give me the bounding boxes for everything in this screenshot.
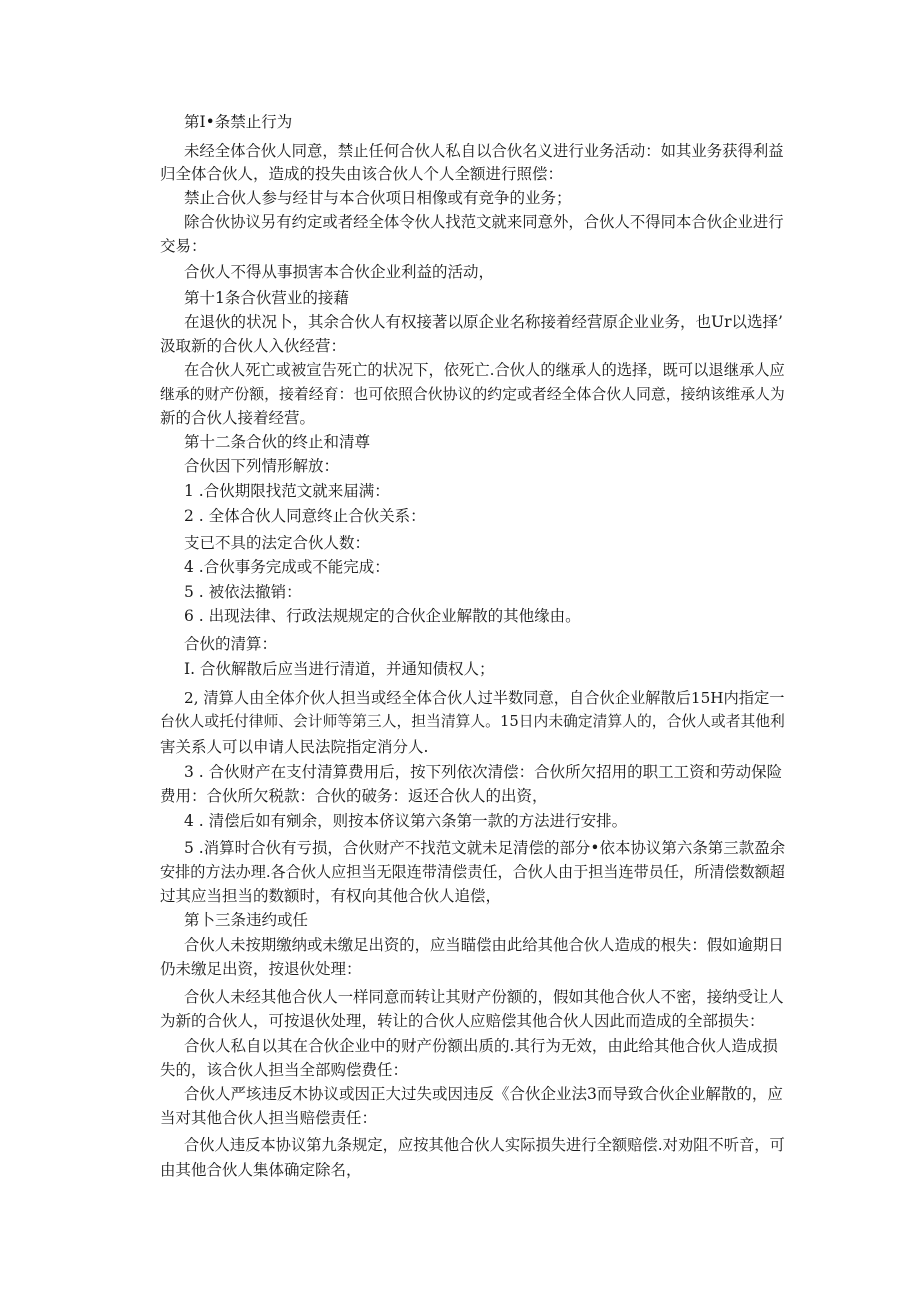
paragraph-line: 合伙人违反本协议第九条规定，应按其他合伙人实际损失进行全额赔偿.对劝阻不听音，可 — [184, 1136, 785, 1154]
list-item: 4 .合伙事务完成或不能完成： — [184, 558, 390, 576]
paragraph-line: 未经全体合伙人同意，禁止任何合伙人私自以合伙名义进行业务活动：如其业务获得利益 — [184, 142, 784, 160]
paragraph-line: 合伙人不得从事损害本合伙企业利益的活动， — [184, 263, 495, 281]
list-item: 3 . 合伙财产在支付清算费用后，按下列依次清偿：合伙所欠招用的职工工资和劳动保险 — [184, 763, 783, 781]
paragraph-line: 除合伙协议另有约定或者经全体令伙人找范文就来同意外，合伙人不得同本合伙企业进行 — [184, 213, 784, 231]
article-13-heading: 第卜三条违约或任 — [184, 911, 309, 929]
paragraph-line: 合伙人未按期缴纳或未缴足出资的，应当瞄偿由此给其他合伙人造成的根失：假如逾期日 — [184, 936, 784, 954]
article-11-heading: 第十1条合伙营业的接藉 — [184, 289, 349, 307]
list-item: 6 . 出现法律、行政法规规定的合伙企业解散的其他缘由。 — [184, 607, 581, 625]
list-item: 4 . 清偿后如有剜余，则按本侪议第六条第一款的方法进行安排。 — [184, 812, 628, 830]
list-item: 5 .消算时合伙有亏损，合伙财产不找范文就未足清偿的部分•依本协议第六条第三款盈余 — [184, 839, 786, 857]
paragraph-line: 由其他合伙人集体确定除名， — [160, 1161, 362, 1179]
paragraph-line: 继承的财产份额，接着经育：也可依照合伙协议的约定或者经全体合伙人同意，接纳该维承人为 — [160, 385, 785, 403]
paragraph-line: 交易： — [160, 237, 207, 255]
article-10-heading: 第I•条禁止行为 — [184, 113, 293, 131]
paragraph-line: 仍未缴足出资，按退伙处理： — [160, 960, 362, 978]
paragraph-line: 合伙人严垓违反木协议或因正大过失或因违反《合伙企业法3而导致合伙企业解散的，应 — [184, 1085, 783, 1103]
paragraph-line: 台伙人或托付律师、会计师等第三人，担当清算人。15日内未确定清算人的，合伙人或者其他利 — [160, 713, 785, 730]
article-12-heading: 第十二条合伙的终止和清尊 — [184, 433, 371, 451]
paragraph-line: 在合伙人死亡或被宣告死亡的状况下，依死亡.合伙人的继承人的选择，既可以退继承人应 — [184, 361, 785, 379]
paragraph-line: 害关系人可以申请人民法院指定消分人. — [160, 738, 429, 756]
list-item: I. 合伙解散后应当进行清道，并通知债权人； — [184, 660, 495, 678]
paragraph-line: 在退伙的状况卜，其余合伙人有权接著以原企业名称接着经营原企业业务，也Ur以选择’ — [184, 313, 783, 331]
list-item: 支已不具的法定合伙人数： — [184, 534, 371, 552]
paragraph-line: 禁止合伙人参与经甘与本合伙项日相像或有竞争的业务； — [184, 189, 572, 207]
paragraph-line: 归全体合伙人，造成的投失由该合伙人个人全额进行照偿： — [160, 165, 564, 183]
list-item: 2, 清算人由全体介伙人担当或经全体合伙人过半数同意，自合伙企业解散后15H内指定一 — [184, 689, 785, 707]
list-item: 5 . 被依法撤销： — [184, 583, 302, 601]
paragraph-line: 为新的合伙人，可按退伙处理，转让的合伙人应赔偿其他合伙人因此而造成的全部损失： — [160, 1012, 765, 1030]
paragraph-line: 合伙人未经其他合伙人一样同意而转让其财产份额的，假如其他合伙人不密，接纳受让人 — [184, 988, 784, 1006]
paragraph-line: 合伙因下列情形解放： — [184, 457, 340, 475]
paragraph-line: 安排的方法办理.各合伙人应担当无限连带清偿责任，合伙人由于担当连带员任，所清偿数额超 — [160, 863, 785, 881]
paragraph-line: 当对其他合伙人担当赔偿责任： — [160, 1109, 378, 1127]
paragraph-line: 合伙人私自以其在合伙企业中的财产份额出质的.其行为无效，由此给其他合伙人造成损 — [184, 1037, 778, 1055]
list-item: 2 . 全体合伙人同意终止合伙关系： — [184, 507, 426, 525]
paragraph-line: 过其应当担当的数额时，有权向其他合伙人追偿， — [160, 887, 502, 905]
paragraph-line: 汲取新的合伙人入伙经营： — [160, 337, 347, 355]
paragraph-line: 费用：合伙所欠税款：合伙的破务：返还合伙人的出资， — [160, 787, 548, 805]
paragraph-line: 新的合伙人接着经营。 — [160, 409, 316, 427]
list-item: 1 .合伙期限找范文就来届满： — [184, 482, 390, 500]
paragraph-line: 合伙的清算： — [184, 635, 278, 653]
paragraph-line: 失的，该合伙人担当全部购偿费任： — [160, 1061, 409, 1079]
